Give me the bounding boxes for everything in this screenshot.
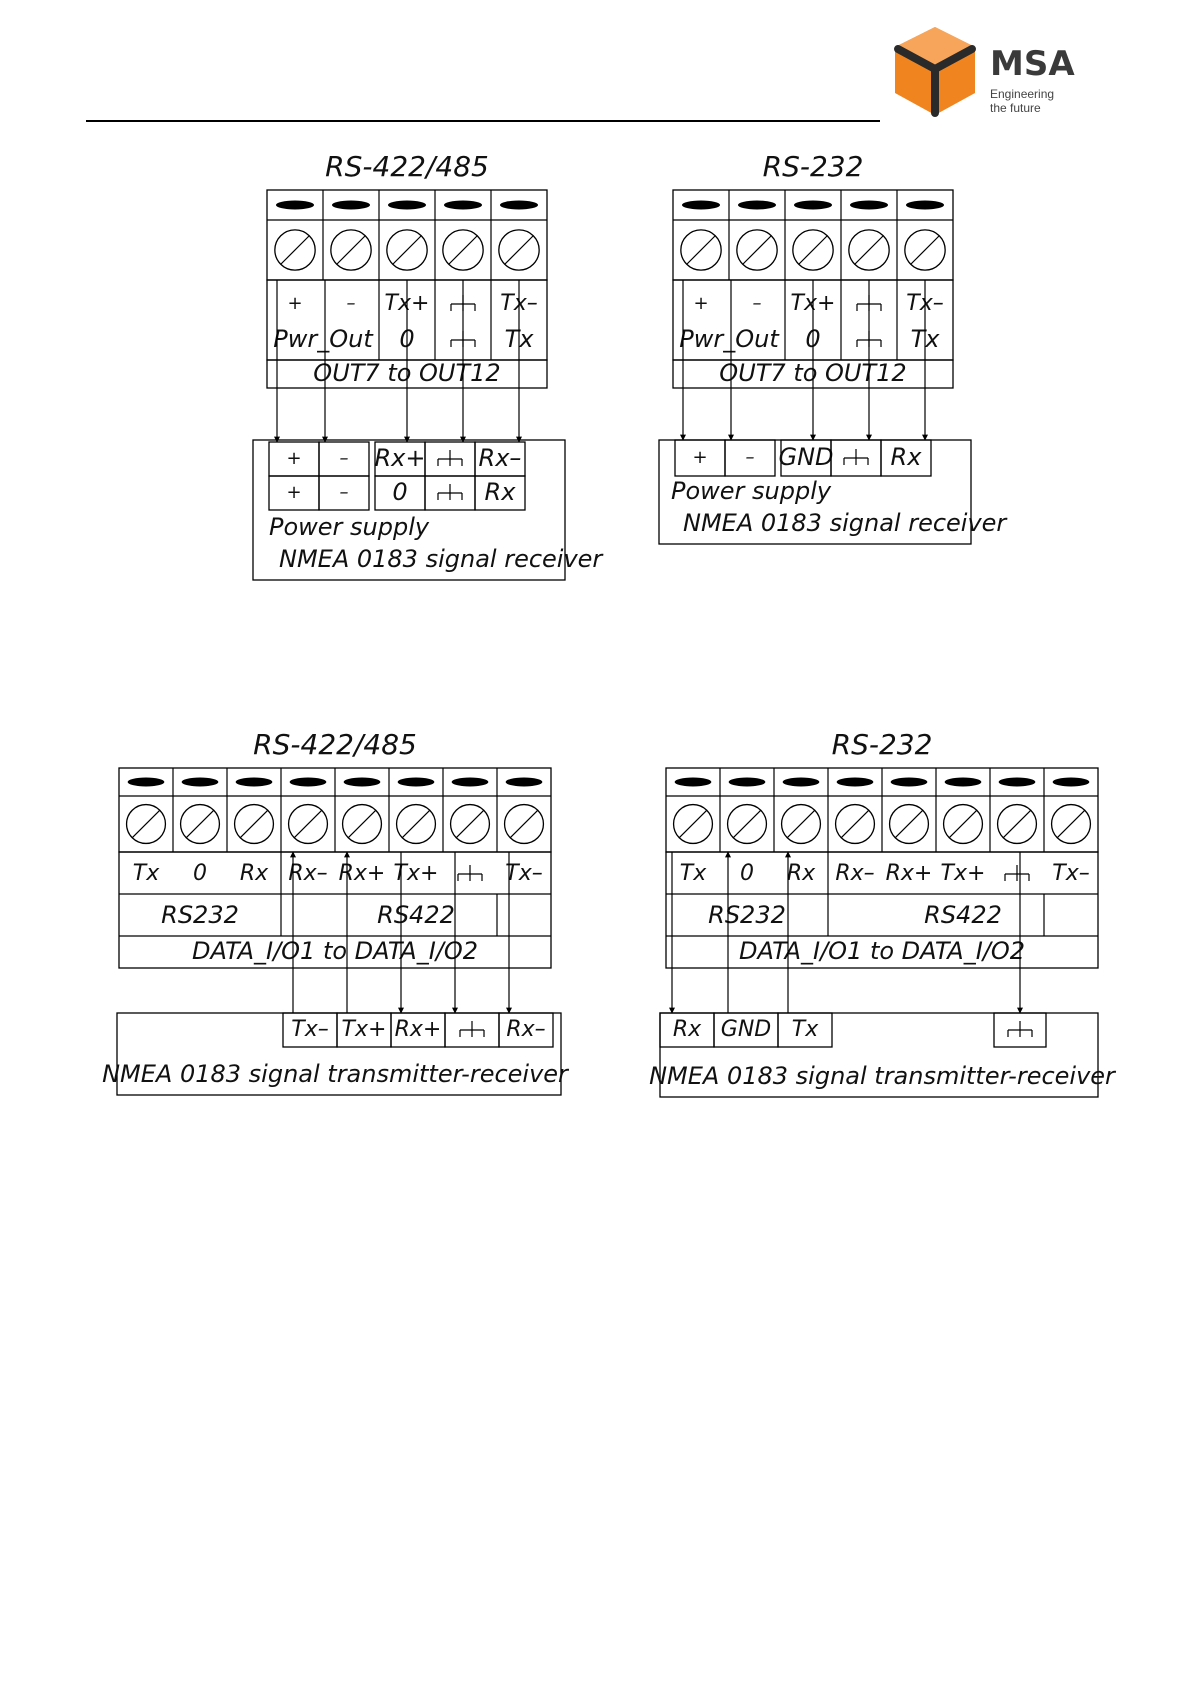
terminal-pin-4 — [850, 201, 888, 210]
receiver-cell-label: Rx– — [478, 444, 522, 472]
screw-slot — [505, 236, 533, 264]
pin-top-label: + — [693, 293, 709, 314]
device-cell-label: Rx– — [506, 1017, 546, 1042]
diagram-rs232-data — [649, 728, 1117, 1097]
receiver-label-1: Power supply — [671, 477, 832, 505]
ground-icon — [460, 1021, 484, 1037]
pin-bottom-label: Pwr_Out — [273, 325, 373, 353]
screw-slot — [132, 810, 159, 837]
terminal-pin-1 — [682, 201, 720, 210]
screw-slot — [911, 236, 939, 264]
terminal-pin-1 — [675, 778, 712, 787]
group-label-rs232: RS232 — [161, 901, 239, 929]
terminal-pin-3 — [783, 778, 820, 787]
terminal-pin-5 — [500, 201, 538, 210]
receiver-cell-label: + — [286, 448, 302, 469]
pin-top-label: – — [346, 293, 356, 314]
screw-slot — [1057, 810, 1084, 837]
logo-brand: MSA — [990, 44, 1075, 84]
terminal-pin-3 — [794, 201, 832, 210]
terminal-pin-2 — [332, 201, 370, 210]
device-cell-label: Tx+ — [341, 1017, 387, 1042]
terminal-pin-5 — [906, 201, 944, 210]
receiver-cell-label: Rx+ — [374, 444, 426, 472]
pin-top-label: Tx+ — [790, 291, 836, 316]
pin-label: Tx– — [505, 861, 543, 886]
screw-slot — [393, 236, 421, 264]
receiver-cell-label: Rx — [890, 443, 922, 471]
range-label: OUT7 to OUT12 — [313, 359, 501, 387]
pin-label: Tx– — [1052, 861, 1090, 886]
receiver-label-1: Power supply — [269, 513, 430, 541]
terminal-pin-1 — [128, 778, 165, 787]
screw-slot — [456, 810, 483, 837]
group-label-rs232: RS232 — [708, 901, 786, 929]
terminal-pin-8 — [506, 778, 543, 787]
receiver-cell-label: + — [286, 482, 302, 503]
ground-icon — [458, 865, 482, 881]
screw-slot — [348, 810, 375, 837]
ground-icon — [438, 450, 462, 466]
pin-bottom-label: 0 — [805, 325, 821, 353]
terminal-pin-6 — [945, 778, 982, 787]
pin-label: Tx — [679, 861, 707, 886]
range-label: DATA_I/O1 to DATA_I/O2 — [191, 937, 479, 965]
pin-bottom-label: Tx — [504, 325, 534, 353]
screw-slot — [510, 810, 537, 837]
screw-slot — [679, 810, 706, 837]
ground-icon — [1008, 1021, 1032, 1037]
pin-bottom-label: 0 — [399, 325, 415, 353]
terminal-pin-2 — [729, 778, 766, 787]
screw-slot — [949, 810, 976, 837]
screw-slot — [733, 810, 760, 837]
screw-slot — [855, 236, 883, 264]
receiver-cell-label: Rx — [484, 478, 516, 506]
screw-slot — [787, 810, 814, 837]
pin-label: Rx — [239, 861, 269, 886]
screw-slot — [449, 236, 477, 264]
receiver-cell-label: + — [692, 447, 708, 468]
device-label: NMEA 0183 signal transmitter-receiver — [102, 1060, 568, 1088]
screw-slot — [841, 810, 868, 837]
logo-tagline-1: Engineering — [990, 87, 1055, 101]
screw-slot — [294, 810, 321, 837]
terminal-pin-7 — [999, 778, 1036, 787]
diagram-rs232-out — [659, 150, 1008, 544]
device-cell-label: Rx+ — [394, 1017, 442, 1042]
terminal-pin-4 — [290, 778, 327, 787]
terminal-pin-8 — [1053, 778, 1090, 787]
ground-icon — [844, 449, 868, 465]
terminal-pin-4 — [837, 778, 874, 787]
pin-label: Rx– — [288, 861, 328, 886]
device-cell-label: Tx– — [291, 1017, 329, 1042]
pin-top-label: Tx+ — [384, 291, 430, 316]
pin-label: 0 — [740, 861, 754, 886]
screw-slot — [895, 810, 922, 837]
screw-slot — [186, 810, 213, 837]
pin-bottom-label: Pwr_Out — [679, 325, 779, 353]
screw-slot — [281, 236, 309, 264]
terminal-pin-3 — [388, 201, 426, 210]
screw-slot — [337, 236, 365, 264]
pin-label: Tx+ — [393, 861, 439, 886]
pin-label: Tx+ — [940, 861, 986, 886]
logo-tagline-2: the future — [990, 101, 1041, 115]
receiver-label-2: NMEA 0183 signal receiver — [279, 545, 603, 573]
receiver-cell-label: – — [745, 447, 755, 468]
pin-label: Rx– — [835, 861, 875, 886]
diagram-title: RS-422/485 — [253, 728, 417, 761]
range-label: OUT7 to OUT12 — [719, 359, 907, 387]
terminal-pin-2 — [182, 778, 219, 787]
pin-bottom-label: Tx — [910, 325, 940, 353]
diagram-title: RS-232 — [762, 150, 864, 183]
group-label-rs422: RS422 — [924, 901, 1002, 929]
screw-slot — [687, 236, 715, 264]
screw-slot — [240, 810, 267, 837]
terminal-pin-6 — [398, 778, 435, 787]
pin-label: Rx+ — [338, 861, 386, 886]
pin-label: Rx+ — [885, 861, 933, 886]
pin-label: 0 — [193, 861, 207, 886]
pin-label: Rx — [786, 861, 816, 886]
terminal-pin-3 — [236, 778, 273, 787]
terminal-pin-4 — [444, 201, 482, 210]
device-label: NMEA 0183 signal transmitter-receiver — [649, 1062, 1115, 1090]
screw-slot — [743, 236, 771, 264]
pin-top-label: + — [287, 293, 303, 314]
terminal-pin-1 — [276, 201, 314, 210]
terminal-pin-5 — [344, 778, 381, 787]
ground-icon — [1005, 865, 1029, 881]
ground-icon — [438, 484, 462, 500]
diagram-rs422-out — [253, 150, 604, 580]
receiver-cell-label: – — [339, 482, 349, 503]
terminal-pin-5 — [891, 778, 928, 787]
pin-top-label: Tx– — [500, 291, 538, 316]
screw-slot — [1003, 810, 1030, 837]
receiver-cell-label: 0 — [392, 478, 408, 506]
device-cell-label: GND — [720, 1017, 772, 1042]
receiver-label-2: NMEA 0183 signal receiver — [683, 509, 1007, 537]
device-cell-label: Tx — [791, 1017, 819, 1042]
device-cell-label: Rx — [672, 1017, 702, 1042]
diagram-rs422-data — [102, 728, 570, 1095]
diagram-title: RS-422/485 — [325, 150, 489, 183]
screw-slot — [799, 236, 827, 264]
terminal-pin-7 — [452, 778, 489, 787]
receiver-cell-label: – — [339, 448, 349, 469]
range-label: DATA_I/O1 to DATA_I/O2 — [738, 937, 1026, 965]
screw-slot — [402, 810, 429, 837]
receiver-cell-label: GND — [778, 443, 834, 471]
diagram-title: RS-232 — [831, 728, 933, 761]
pin-top-label: – — [752, 293, 762, 314]
pin-label: Tx — [132, 861, 160, 886]
group-label-rs422: RS422 — [377, 901, 455, 929]
pin-top-label: Tx– — [906, 291, 944, 316]
terminal-pin-2 — [738, 201, 776, 210]
